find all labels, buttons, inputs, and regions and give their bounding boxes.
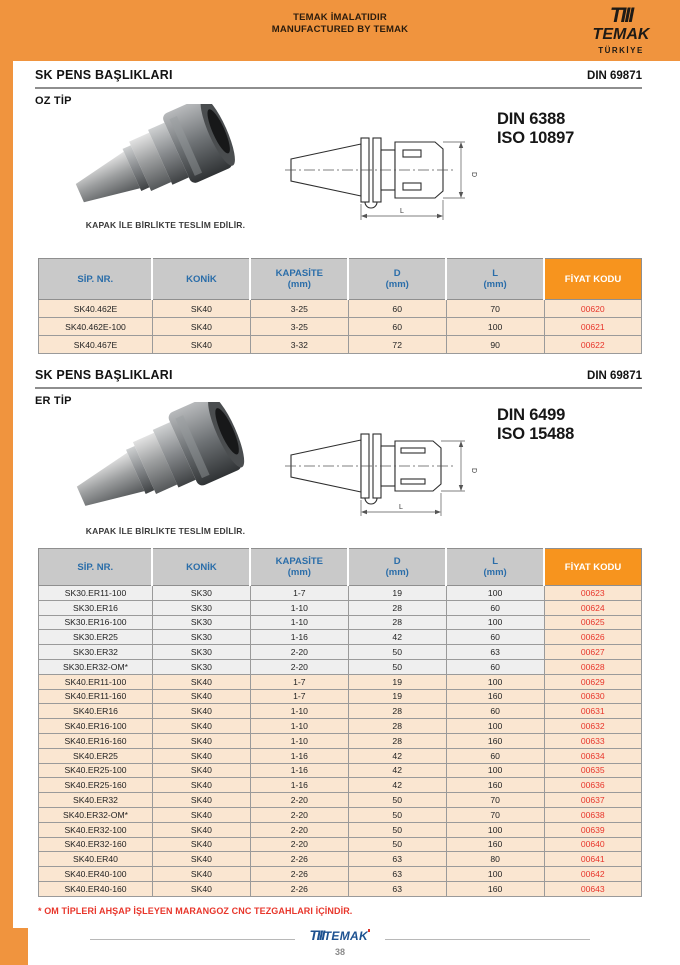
cell-sip-nr: SK40.ER32-160 xyxy=(39,837,153,852)
section2-standards xyxy=(497,406,667,452)
section1-standard-din: DIN 6388 xyxy=(497,110,566,128)
cell-sip-nr: SK40.ER11-100 xyxy=(39,674,153,689)
cell-fiyat-kodu: 00628 xyxy=(544,659,641,674)
cell-d: 72 xyxy=(348,336,446,354)
cell-sip-nr: SK40.ER32 xyxy=(39,793,153,808)
cell-konik: SK40 xyxy=(152,748,250,763)
cell-konik: SK40 xyxy=(152,881,250,896)
cell-l: 60 xyxy=(446,600,544,615)
cell-kapasite: 1-7 xyxy=(250,586,348,601)
section2-standard-din: DIN 6499 xyxy=(497,406,566,424)
section2-type-label: ER TİP xyxy=(35,395,72,407)
cell-sip-nr: SK40.ER16-160 xyxy=(39,733,153,748)
temak-logo-name: TEMAK xyxy=(592,26,650,43)
cell-l: 60 xyxy=(446,659,544,674)
footer-logo-name: TEMAK xyxy=(323,929,368,943)
table-header-cell: L (mm) xyxy=(446,549,544,586)
cell-fiyat-kodu: 00640 xyxy=(544,837,641,852)
cell-konik: SK40 xyxy=(152,674,250,689)
cell-kapasite: 2-20 xyxy=(250,807,348,822)
cell-kapasite: 2-20 xyxy=(250,793,348,808)
cell-d: 63 xyxy=(348,881,446,896)
cell-sip-nr: SK40.462E xyxy=(39,300,153,318)
cell-d: 50 xyxy=(348,822,446,837)
cell-konik: SK40 xyxy=(152,300,250,318)
cell-l: 60 xyxy=(446,630,544,645)
table-row xyxy=(39,336,642,354)
cell-sip-nr: SK40.ER11-160 xyxy=(39,689,153,704)
cell-d: 28 xyxy=(348,733,446,748)
cell-l: 100 xyxy=(446,822,544,837)
cell-fiyat-kodu: 00643 xyxy=(544,881,641,896)
cell-fiyat-kodu: 00635 xyxy=(544,763,641,778)
cell-d: 50 xyxy=(348,659,446,674)
table-header-row xyxy=(39,549,642,586)
cell-fiyat-kodu: 00629 xyxy=(544,674,641,689)
cell-l: 70 xyxy=(446,807,544,822)
section2-standard-iso: ISO 15488 xyxy=(497,425,575,443)
cell-d: 50 xyxy=(348,793,446,808)
cell-kapasite: 3-25 xyxy=(250,318,348,336)
cell-d: 42 xyxy=(348,630,446,645)
table-header-cell: D (mm) xyxy=(348,259,446,300)
cell-l: 160 xyxy=(446,689,544,704)
table-header-cell: KAPASİTE (mm) xyxy=(250,259,348,300)
cell-sip-nr: SK30.ER11-100 xyxy=(39,586,153,601)
table-row xyxy=(39,793,642,808)
cell-l: 63 xyxy=(446,645,544,660)
cell-d: 50 xyxy=(348,807,446,822)
cell-kapasite: 1-7 xyxy=(250,674,348,689)
banner-line-2: MANUFACTURED BY TEMAK xyxy=(271,24,409,35)
cell-fiyat-kodu: 00631 xyxy=(544,704,641,719)
cell-d: 19 xyxy=(348,689,446,704)
table-header-cell: KONİK xyxy=(152,549,250,586)
cell-fiyat-kodu: 00624 xyxy=(544,600,641,615)
table-header-cell: L (mm) xyxy=(446,259,544,300)
cell-l: 100 xyxy=(446,615,544,630)
cell-l: 160 xyxy=(446,778,544,793)
cell-d: 28 xyxy=(348,719,446,734)
table-header-cell: D (mm) xyxy=(348,549,446,586)
oz-collet-chuck-photo xyxy=(55,104,250,219)
cell-fiyat-kodu: 00637 xyxy=(544,793,641,808)
cell-d: 19 xyxy=(348,586,446,601)
table-row xyxy=(39,778,642,793)
cell-konik: SK30 xyxy=(152,615,250,630)
cell-kapasite: 1-7 xyxy=(250,689,348,704)
oz-products-table xyxy=(38,258,642,354)
cell-fiyat-kodu: 00627 xyxy=(544,645,641,660)
cell-d: 60 xyxy=(348,318,446,336)
cell-kapasite: 2-20 xyxy=(250,837,348,852)
cell-d: 28 xyxy=(348,704,446,719)
dim-label-l: L xyxy=(399,504,403,511)
cell-kapasite: 1-10 xyxy=(250,600,348,615)
cell-kapasite: 2-20 xyxy=(250,659,348,674)
cell-d: 63 xyxy=(348,867,446,882)
cell-konik: SK30 xyxy=(152,600,250,615)
table-row xyxy=(39,659,642,674)
table-row xyxy=(39,630,642,645)
cell-konik: SK40 xyxy=(152,778,250,793)
er-products-table xyxy=(38,548,642,897)
section1-heading xyxy=(35,68,642,82)
cell-sip-nr: SK40.ER25 xyxy=(39,748,153,763)
table-row xyxy=(39,615,642,630)
cell-konik: SK40 xyxy=(152,733,250,748)
table-row xyxy=(39,763,642,778)
cell-l: 60 xyxy=(446,748,544,763)
section2-rule xyxy=(35,387,642,389)
table-row xyxy=(39,748,642,763)
cell-l: 70 xyxy=(446,793,544,808)
table-row xyxy=(39,881,642,896)
cell-d: 42 xyxy=(348,748,446,763)
temak-logo-country: TÜRKİYE xyxy=(598,46,644,55)
section1-technical-drawing xyxy=(283,112,483,232)
cell-kapasite: 3-32 xyxy=(250,336,348,354)
section1-standard-iso: ISO 10897 xyxy=(497,129,575,147)
table-row xyxy=(39,719,642,734)
cell-l: 60 xyxy=(446,704,544,719)
cell-fiyat-kodu: 00630 xyxy=(544,689,641,704)
table-header-cell: SİP. NR. xyxy=(39,259,153,300)
section2-photo-caption: KAPAK İLE BİRLİKTE TESLİM EDİLİR. xyxy=(85,526,246,536)
cell-konik: SK30 xyxy=(152,586,250,601)
section1-standards xyxy=(497,110,667,156)
cell-konik: SK40 xyxy=(152,689,250,704)
cell-konik: SK40 xyxy=(152,336,250,354)
cell-kapasite: 2-20 xyxy=(250,645,348,660)
cell-l: 160 xyxy=(446,837,544,852)
cell-sip-nr: SK40.ER25-100 xyxy=(39,763,153,778)
cell-l: 100 xyxy=(446,719,544,734)
cell-l: 160 xyxy=(446,733,544,748)
cell-l: 160 xyxy=(446,881,544,896)
cell-konik: SK40 xyxy=(152,763,250,778)
cell-l: 80 xyxy=(446,852,544,867)
table-row xyxy=(39,600,642,615)
cell-kapasite: 1-16 xyxy=(250,748,348,763)
cell-kapasite: 3-25 xyxy=(250,300,348,318)
cell-l: 90 xyxy=(446,336,544,354)
cell-fiyat-kodu: 00636 xyxy=(544,778,641,793)
er-collet-chuck-photo xyxy=(55,402,260,524)
cell-fiyat-kodu: 00626 xyxy=(544,630,641,645)
table-row xyxy=(39,733,642,748)
temak-logo xyxy=(582,5,660,55)
cell-sip-nr: SK40.ER25-160 xyxy=(39,778,153,793)
table-header-cell: KAPASİTE (mm) xyxy=(250,549,348,586)
cell-sip-nr: SK30.ER16-100 xyxy=(39,615,153,630)
table-row xyxy=(39,300,642,318)
cell-sip-nr: SK40.ER16 xyxy=(39,704,153,719)
cell-sip-nr: SK30.ER32 xyxy=(39,645,153,660)
cell-fiyat-kodu: 00641 xyxy=(544,852,641,867)
cell-konik: SK40 xyxy=(152,852,250,867)
table-row xyxy=(39,318,642,336)
cell-d: 42 xyxy=(348,763,446,778)
cell-fiyat-kodu: 00632 xyxy=(544,719,641,734)
cell-fiyat-kodu: 00620 xyxy=(544,300,641,318)
cell-sip-nr: SK40.467E xyxy=(39,336,153,354)
cell-kapasite: 1-10 xyxy=(250,615,348,630)
cell-fiyat-kodu: 00633 xyxy=(544,733,641,748)
cell-kapasite: 1-10 xyxy=(250,733,348,748)
om-footnote: * OM TİPLERİ AHŞAP İŞLEYEN MARANGOZ CNC TEZGAHLARI İÇİNDİR. xyxy=(38,906,353,916)
table-row xyxy=(39,822,642,837)
table-row xyxy=(39,704,642,719)
cell-l: 100 xyxy=(446,674,544,689)
cell-sip-nr: SK40.ER40-160 xyxy=(39,881,153,896)
table-header-cell: KONİK xyxy=(152,259,250,300)
table-header-cell: SİP. NR. xyxy=(39,549,153,586)
section1-photo-caption: KAPAK İLE BİRLİKTE TESLİM EDİLİR. xyxy=(85,220,246,230)
cell-fiyat-kodu: 00621 xyxy=(544,318,641,336)
cell-l: 100 xyxy=(446,318,544,336)
cell-konik: SK30 xyxy=(152,645,250,660)
cell-kapasite: 1-16 xyxy=(250,763,348,778)
section2-heading xyxy=(35,368,642,382)
page-number: 38 xyxy=(334,947,345,957)
dim-label-d: D xyxy=(470,172,477,178)
cell-kapasite: 2-26 xyxy=(250,867,348,882)
cell-sip-nr: SK40.ER32-100 xyxy=(39,822,153,837)
section1-type-label: OZ TİP xyxy=(35,95,72,107)
table-row xyxy=(39,645,642,660)
cell-konik: SK40 xyxy=(152,719,250,734)
dim-label-d: D xyxy=(470,468,477,474)
banner-line-1: TEMAK İMALATIDIR xyxy=(293,12,387,23)
cell-fiyat-kodu: 00639 xyxy=(544,822,641,837)
section2-technical-drawing xyxy=(283,408,483,528)
cell-sip-nr: SK40.ER32-OM* xyxy=(39,807,153,822)
table-row xyxy=(39,867,642,882)
cell-fiyat-kodu: 00625 xyxy=(544,615,641,630)
section2-din-ref: DIN 69871 xyxy=(587,370,642,382)
cell-kapasite: 2-20 xyxy=(250,822,348,837)
table-header-row xyxy=(39,259,642,300)
table-row xyxy=(39,586,642,601)
cell-d: 63 xyxy=(348,852,446,867)
cell-sip-nr: SK30.ER16 xyxy=(39,600,153,615)
cell-konik: SK40 xyxy=(152,837,250,852)
cell-l: 100 xyxy=(446,586,544,601)
footer-logo-accent-icon xyxy=(368,929,371,932)
table-row xyxy=(39,807,642,822)
cell-konik: SK30 xyxy=(152,659,250,674)
cell-d: 28 xyxy=(348,615,446,630)
top-banner xyxy=(0,12,680,36)
table-row xyxy=(39,689,642,704)
cell-konik: SK30 xyxy=(152,630,250,645)
cell-sip-nr: SK40.ER40 xyxy=(39,852,153,867)
cell-sip-nr: SK40.ER16-100 xyxy=(39,719,153,734)
cell-d: 19 xyxy=(348,674,446,689)
cell-l: 100 xyxy=(446,763,544,778)
cell-sip-nr: SK30.ER32-OM* xyxy=(39,659,153,674)
cell-d: 28 xyxy=(348,600,446,615)
cell-kapasite: 1-10 xyxy=(250,719,348,734)
section2-title: SK PENS BAŞLIKLARI xyxy=(35,368,173,382)
table-header-cell: FİYAT KODU xyxy=(544,549,641,586)
footer-logo xyxy=(0,928,680,944)
table-row xyxy=(39,674,642,689)
cell-kapasite: 1-16 xyxy=(250,630,348,645)
cell-konik: SK40 xyxy=(152,793,250,808)
cell-konik: SK40 xyxy=(152,867,250,882)
cell-sip-nr: SK30.ER25 xyxy=(39,630,153,645)
section1-rule xyxy=(35,87,642,89)
cell-konik: SK40 xyxy=(152,704,250,719)
cell-kapasite: 2-26 xyxy=(250,852,348,867)
cell-d: 50 xyxy=(348,645,446,660)
cell-sip-nr: SK40.462E-100 xyxy=(39,318,153,336)
dim-label-l: L xyxy=(400,208,404,215)
cell-d: 42 xyxy=(348,778,446,793)
cell-d: 50 xyxy=(348,837,446,852)
cell-sip-nr: SK40.ER40-100 xyxy=(39,867,153,882)
section1-title: SK PENS BAŞLIKLARI xyxy=(35,68,173,82)
cell-l: 70 xyxy=(446,300,544,318)
temak-logo-mark-icon: TIII xyxy=(609,4,633,27)
table-row xyxy=(39,852,642,867)
cell-fiyat-kodu: 00634 xyxy=(544,748,641,763)
table-header-cell: FİYAT KODU xyxy=(544,259,641,300)
cell-konik: SK40 xyxy=(152,318,250,336)
section1-din-ref: DIN 69871 xyxy=(587,70,642,82)
orange-left-band xyxy=(0,0,13,965)
cell-fiyat-kodu: 00623 xyxy=(544,586,641,601)
cell-kapasite: 2-26 xyxy=(250,881,348,896)
cell-l: 100 xyxy=(446,867,544,882)
cell-fiyat-kodu: 00638 xyxy=(544,807,641,822)
footer-logo-mark-icon: TIII xyxy=(309,927,324,943)
cell-fiyat-kodu: 00642 xyxy=(544,867,641,882)
table-row xyxy=(39,837,642,852)
cell-fiyat-kodu: 00622 xyxy=(544,336,641,354)
cell-konik: SK40 xyxy=(152,807,250,822)
cell-konik: SK40 xyxy=(152,822,250,837)
cell-kapasite: 1-10 xyxy=(250,704,348,719)
cell-kapasite: 1-16 xyxy=(250,778,348,793)
cell-d: 60 xyxy=(348,300,446,318)
